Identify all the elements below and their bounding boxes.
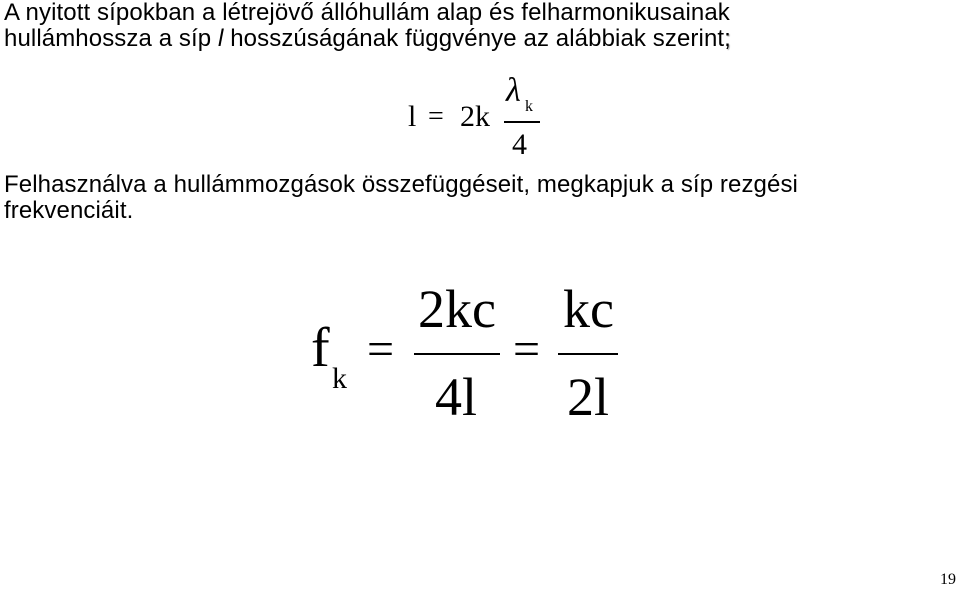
formula-frequency (305, 278, 635, 438)
intro-paragraph (4, 0, 731, 52)
intro-line-2-end: hosszúságának függvénye az alábbiak szerint (223, 25, 725, 52)
formula-frequency-equals-1: = (367, 323, 395, 376)
page-number: 19 (940, 571, 956, 588)
intro-line-2-punct: ; (724, 25, 731, 52)
formula-frequency-fraction-bar-1 (414, 353, 500, 355)
formula-frequency-f: f (311, 317, 330, 379)
formula-length-lambda: λ (506, 72, 521, 109)
formula-frequency-numerator-2: kc (563, 279, 614, 339)
body-paragraph (4, 172, 798, 224)
formula-frequency-denominator-1: 4l (435, 367, 478, 427)
intro-line-2-start: hullámhossza a síp (4, 25, 219, 52)
intro-line-1: A nyitott sípokban a létrejövő állóhullám alap és felharmonikusainak (4, 0, 730, 26)
formula-frequency-f-subscript: k (332, 362, 347, 395)
formula-length-fraction-bar (504, 121, 540, 123)
formula-length-coefficient: 2k (460, 100, 490, 133)
formula-frequency-denominator-2: 2l (567, 367, 610, 427)
formula-frequency-numerator-1: 2kc (418, 279, 496, 339)
body-line-1: Felhasználva a hullámmozgások összefüggéseit, megkapjuk a síp rezgési (4, 171, 798, 198)
formula-length-equals: = (428, 101, 444, 132)
variable-l: l (218, 25, 224, 52)
formula-frequency-fraction-bar-2 (558, 353, 618, 355)
formula-frequency-equals-2: = (513, 323, 541, 376)
intro-line-2 (4, 26, 731, 52)
formula-length (400, 72, 560, 168)
formula-length-denominator: 4 (512, 128, 527, 161)
formula-length-lambda-subscript: k (525, 98, 533, 115)
formula-length-lhs: l (408, 100, 417, 133)
body-line-2: frekvenciáit. (4, 197, 134, 224)
